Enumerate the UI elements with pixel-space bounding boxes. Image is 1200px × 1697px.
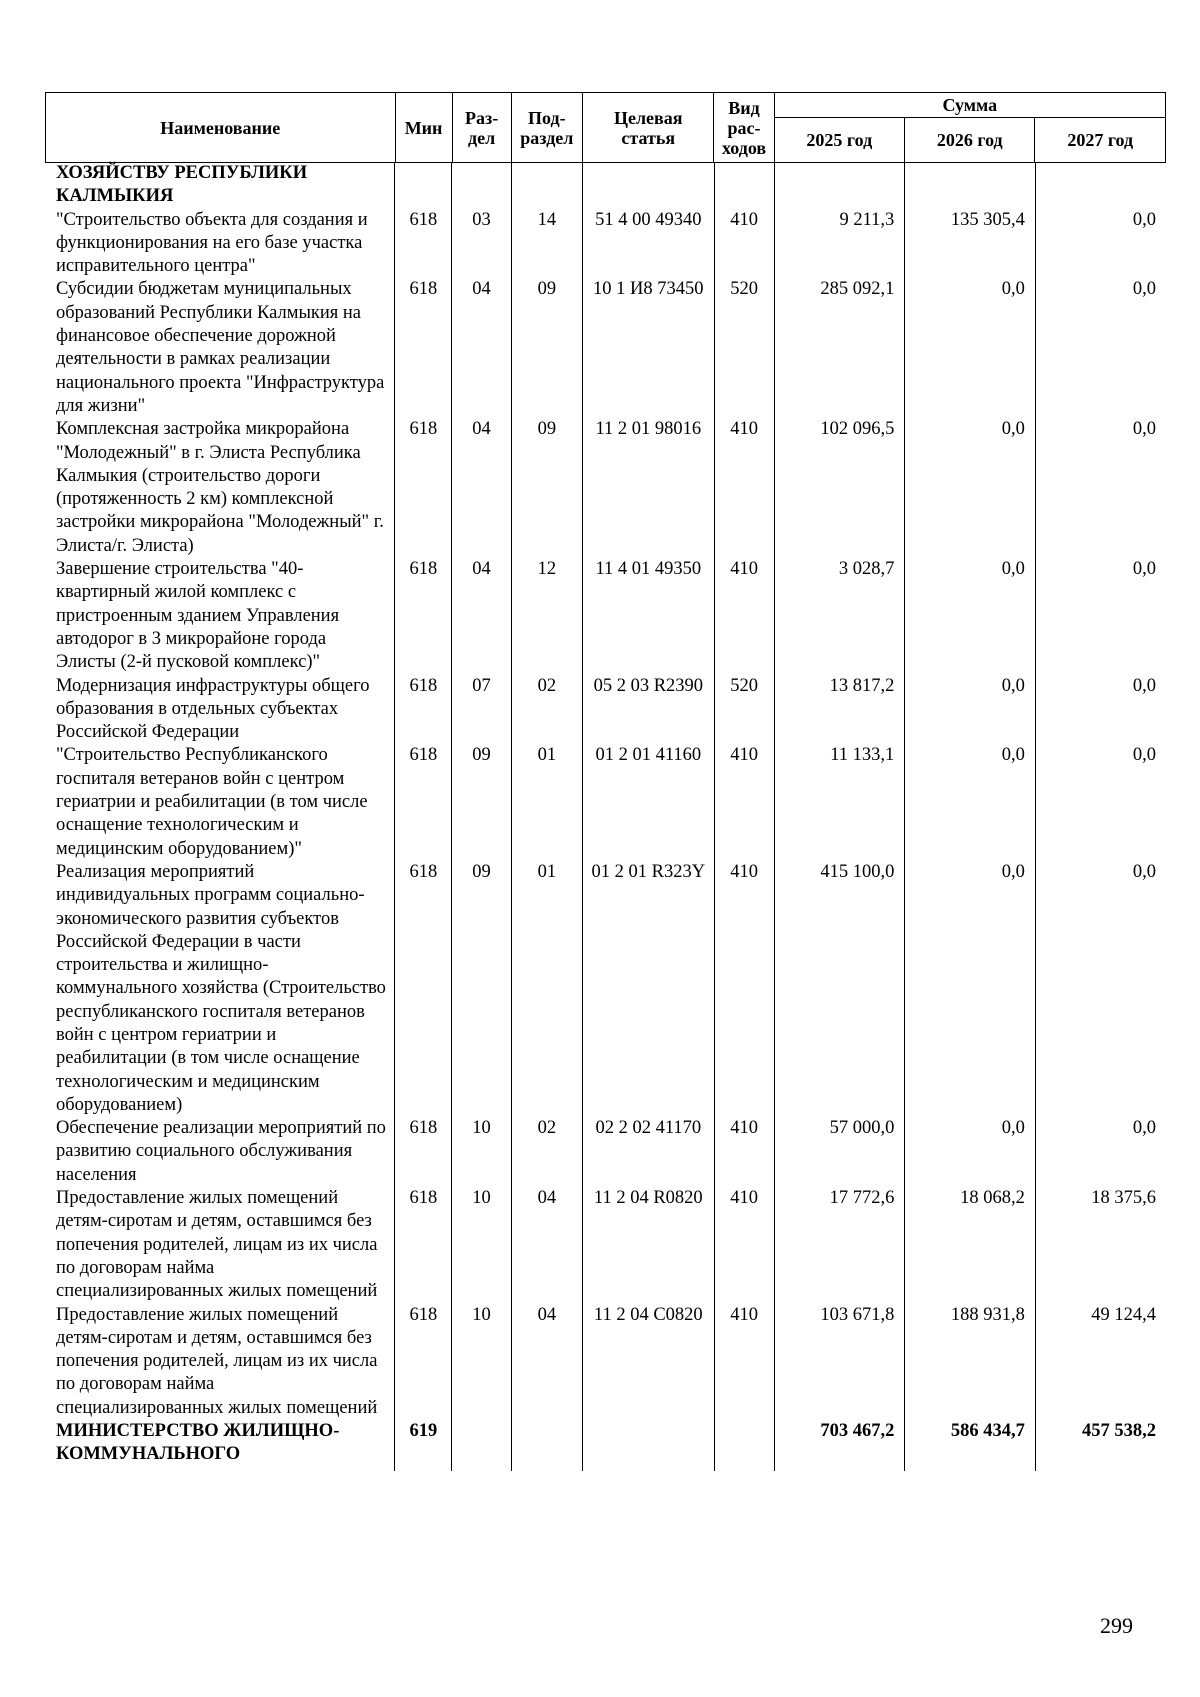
cell-min: 618 (395, 278, 452, 418)
cell-2025: 13 817,2 (774, 675, 905, 745)
cell-vid: 410 (714, 1304, 774, 1420)
cell-razdel: 04 (452, 278, 511, 418)
cell-2025: 17 772,6 (774, 1187, 905, 1303)
cell-razdel: 10 (452, 1117, 511, 1187)
cell-vid: 520 (714, 278, 774, 418)
cell-vid: 410 (714, 558, 774, 674)
cell-celevaya: 05 2 03 R2390 (583, 675, 715, 745)
cell-celevaya: 51 4 00 49340 (583, 209, 715, 279)
cell-min: 618 (395, 861, 452, 1117)
cell-2025: 285 092,1 (774, 278, 905, 418)
cell-celevaya: 01 2 01 R323Y (583, 861, 715, 1117)
table-row (45, 1304, 1166, 1420)
cell-2027: 0,0 (1035, 418, 1166, 558)
cell-2025: 703 467,2 (774, 1420, 905, 1471)
table-row (45, 209, 1166, 279)
cell-min: 618 (395, 744, 452, 860)
cell-podrazdel: 09 (511, 278, 582, 418)
cell-2026: 0,0 (905, 675, 1036, 745)
cell-razdel: 10 (452, 1304, 511, 1420)
budget-table-body (45, 162, 1166, 1471)
cell-podrazdel: 02 (511, 1117, 582, 1187)
cell-min: 618 (395, 1117, 452, 1187)
cell-min: 619 (395, 1420, 452, 1471)
cell-vid: 520 (714, 675, 774, 745)
cell-razdel: 03 (452, 209, 511, 279)
col-header-summa: Сумма (774, 93, 1165, 118)
cell-2025: 11 133,1 (774, 744, 905, 860)
cell-name: Завершение строительства "40-квартирный жилой комплекс с пристроенным зданием Управления автодорог в 3 микрорайоне города Элисты (2-й пусковой комплекс)" (56, 559, 340, 673)
cell-2026: 135 305,4 (905, 209, 1036, 279)
cell-vid: 410 (714, 744, 774, 860)
table-row (45, 278, 1166, 418)
table-row (45, 675, 1166, 745)
cell-name: Комплексная застройка микрорайона "Молодежный" в г. Элиста Республика Калмыкия (строительство дороги (протяженность 2 км) комплексной застройки микрорайона "Молодежный" г. Элиста/г. Элиста) (56, 419, 384, 556)
cell-2026: 586 434,7 (905, 1420, 1036, 1471)
cell-celevaya: 02 2 02 41170 (583, 1117, 715, 1187)
cell-name: Модернизация инфраструктуры общего образования в отдельных субъектах Российской Федерации (56, 675, 370, 743)
cell-celevaya (583, 1420, 715, 1471)
cell-name: ХОЗЯЙСТВУ РЕСПУБЛИКИ КАЛМЫКИЯ (56, 163, 308, 207)
cell-razdel: 04 (452, 418, 511, 558)
cell-razdel (452, 1420, 511, 1471)
col-header-podrazdel: Под- раздел (511, 93, 582, 163)
cell-2025: 9 211,3 (774, 209, 905, 279)
cell-razdel: 09 (452, 861, 511, 1117)
cell-name: Предоставление жилых помещений детям-сиротам и детям, оставшимся без попечения родителей, лицам из их числа по договорам найма специализированных жилых помещений (56, 1304, 378, 1418)
cell-2027: 0,0 (1035, 744, 1166, 860)
cell-razdel: 10 (452, 1187, 511, 1303)
cell-razdel: 07 (452, 675, 511, 745)
cell-2027: 0,0 (1035, 558, 1166, 674)
page-number: 299 (1100, 1613, 1133, 1638)
cell-name: "Строительство объекта для создания и функционирования на его базе участка исправительного центра" (56, 209, 368, 277)
cell-2025: 415 100,0 (774, 861, 905, 1117)
col-header-min: Мин (395, 93, 452, 163)
cell-podrazdel: 14 (511, 209, 582, 279)
cell-2027: 18 375,6 (1035, 1187, 1166, 1303)
cell-min: 618 (395, 209, 452, 279)
cell-vid: 410 (714, 1117, 774, 1187)
cell-razdel: 09 (452, 744, 511, 860)
cell-2026: 0,0 (905, 418, 1036, 558)
cell-celevaya: 10 1 И8 73450 (583, 278, 715, 418)
cell-2025: 102 096,5 (774, 418, 905, 558)
col-header-celevaya: Целевая статья (583, 93, 714, 163)
cell-2026: 0,0 (905, 744, 1036, 860)
cell-celevaya: 11 2 04 R0820 (583, 1187, 715, 1303)
col-header-name: Наименование (46, 93, 396, 163)
cell-name: МИНИСТЕРСТВО ЖИЛИЩНО-КОММУНАЛЬНОГО (56, 1421, 340, 1465)
col-header-razdel: Раз- дел (452, 93, 511, 163)
cell-2026: 18 068,2 (905, 1187, 1036, 1303)
col-header-vid: Вид рас- ходов (714, 93, 774, 163)
cell-podrazdel (511, 162, 582, 209)
cell-2025: 3 028,7 (774, 558, 905, 674)
table-row (45, 861, 1166, 1117)
cell-2026: 0,0 (905, 861, 1036, 1117)
cell-razdel: 04 (452, 558, 511, 674)
cell-2025 (774, 162, 905, 209)
cell-name: Субсидии бюджетам муниципальных образований Республики Калмыкия на финансовое обеспечение дорожной деятельности в рамках реализации национального проекта "Инфраструктура для жизни" (56, 279, 385, 416)
cell-2026 (905, 162, 1036, 209)
cell-podrazdel: 01 (511, 744, 582, 860)
cell-vid: 410 (714, 1187, 774, 1303)
cell-celevaya: 11 2 04 С0820 (583, 1304, 715, 1420)
cell-podrazdel (511, 1420, 582, 1471)
cell-podrazdel: 02 (511, 675, 582, 745)
table-row (45, 418, 1166, 558)
cell-min (395, 162, 452, 209)
cell-vid (714, 162, 774, 209)
cell-celevaya (583, 162, 715, 209)
col-header-2026: 2026 год (905, 118, 1035, 163)
cell-celevaya: 11 2 01 98016 (583, 418, 715, 558)
cell-min: 618 (395, 558, 452, 674)
table-row (45, 558, 1166, 674)
col-header-2025: 2025 год (774, 118, 904, 163)
cell-2027: 0,0 (1035, 861, 1166, 1117)
cell-podrazdel: 04 (511, 1187, 582, 1303)
cell-min: 618 (395, 675, 452, 745)
cell-podrazdel: 09 (511, 418, 582, 558)
cell-2026: 0,0 (905, 278, 1036, 418)
table-row (45, 1420, 1166, 1471)
cell-2027: 0,0 (1035, 278, 1166, 418)
cell-2025: 57 000,0 (774, 1117, 905, 1187)
table-row (45, 744, 1166, 860)
cell-celevaya: 11 4 01 49350 (583, 558, 715, 674)
table-row (45, 1187, 1166, 1303)
cell-name: Обеспечение реализации мероприятий по развитию социального обслуживания населения (56, 1118, 386, 1185)
cell-2027 (1035, 162, 1166, 209)
cell-2027: 0,0 (1035, 1117, 1166, 1187)
cell-vid (714, 1420, 774, 1471)
cell-min: 618 (395, 1187, 452, 1303)
cell-name: Предоставление жилых помещений детям-сиротам и детям, оставшимся без попечения родителей, лицам из их числа по договорам найма специализированных жилых помещений (56, 1188, 378, 1302)
cell-2027: 0,0 (1035, 675, 1166, 745)
cell-podrazdel: 12 (511, 558, 582, 674)
cell-celevaya: 01 2 01 41160 (583, 744, 715, 860)
cell-podrazdel: 01 (511, 861, 582, 1117)
cell-2026: 0,0 (905, 558, 1036, 674)
table-row (45, 162, 1166, 209)
cell-razdel (452, 162, 511, 209)
cell-min: 618 (395, 1304, 452, 1420)
cell-vid: 410 (714, 861, 774, 1117)
cell-min: 618 (395, 418, 452, 558)
col-header-2027: 2027 год (1035, 118, 1166, 163)
cell-name: "Строительство Республиканского госпиталя ветеранов войн с центром гериатрии и реабилитации (в том числе оснащение технологическим и медицинским оборудованием)" (56, 745, 368, 859)
cell-2026: 0,0 (905, 1117, 1036, 1187)
cell-2027: 457 538,2 (1035, 1420, 1166, 1471)
cell-2027: 0,0 (1035, 209, 1166, 279)
table-row (45, 1117, 1166, 1187)
cell-vid: 410 (714, 209, 774, 279)
table-header (45, 92, 1166, 163)
cell-name: Реализация мероприятий индивидуальных программ социально-экономического развития субъектов Российской Федерации в части строительства и жилищно-коммунального хозяйства (Строительство республиканского госпиталя ветеранов войн с центром гериатрии и реабилитации (в том числе оснащение технологическим и медицинским оборудованием) (56, 861, 386, 1115)
cell-podrazdel: 04 (511, 1304, 582, 1420)
cell-2026: 188 931,8 (905, 1304, 1036, 1420)
cell-vid: 410 (714, 418, 774, 558)
cell-2027: 49 124,4 (1035, 1304, 1166, 1420)
cell-2025: 103 671,8 (774, 1304, 905, 1420)
